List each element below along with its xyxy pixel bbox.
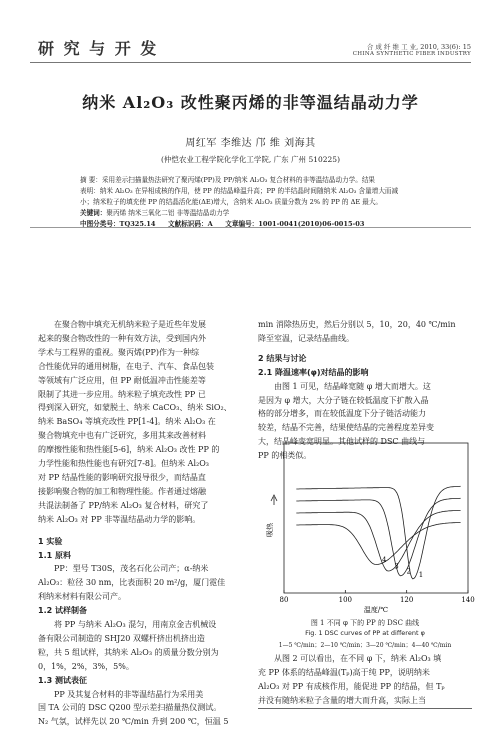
journal-citation: 合 成 纤 维 工 业, 2010, 33(6): 15 — [366, 43, 471, 51]
keywords-label: 关键词： — [80, 209, 107, 217]
y-axis-label: 吸热 — [266, 523, 274, 537]
x-axis-ticks — [280, 590, 475, 604]
body-line: 得到深入研究，如蒙脱土、纳米 CaCO₃、纳米 SiO₂、 — [38, 403, 232, 413]
body-line: 起来的聚合物改性的一种有效方法，受到国内外 — [38, 333, 206, 343]
classification-line — [80, 219, 425, 230]
curve-label-1: 1 — [418, 570, 424, 579]
abstract — [80, 175, 425, 230]
body-line: 降至室温，记录结晶曲线。 — [258, 333, 354, 343]
dsc-curve-4 — [296, 522, 460, 564]
curve-label-3: 3 — [394, 562, 399, 571]
abstract-rule — [30, 227, 471, 228]
header-rule — [30, 62, 471, 63]
dsc-curve-1 — [296, 486, 460, 579]
subsection-heading: 1.3 测试表征 — [38, 675, 87, 685]
body-line: 由图 1 可见，结晶峰宽随 φ 增大而增大。这 — [274, 381, 431, 391]
body-line: 纳米 Al₂O₃ 对 PP 非等温结晶动力学的影响。 — [38, 514, 201, 524]
authors: 周红军 李维达 邝 维 刘海其 — [185, 138, 316, 149]
plot-frame — [284, 443, 468, 593]
figure-caption-cn: 图 1 不同 φ 下的 PP 的 DSC 曲线 — [310, 619, 420, 627]
body-line: 充 PP 体系的结晶峰温(Tₚ)高于纯 PP，说明纳米 — [258, 667, 430, 677]
body-line: 等领域有广泛应用，但 PP 耐低温冲击性能差等 — [38, 375, 206, 385]
body-line: 接影响聚合物的加工和物理性能。作者通过熔融 — [38, 486, 206, 496]
body-line: 纳米 BaSO₄ 等填充改性 PP[1-4]。纳米 Al₂O₃ 在 — [38, 417, 216, 427]
dsc-curves — [296, 486, 460, 579]
body-line: Al₂O₃：粒径 30 nm，比表面积 20 m²/g，厦门霓佳 — [38, 578, 226, 588]
article-number: 文章编号：1001-0041(2010)06-0015-03 — [225, 220, 365, 228]
body-line: 学术与工程界的重视。聚丙烯(PP)作为一种综 — [38, 347, 200, 357]
curve-label-4: 4 — [382, 555, 387, 564]
abstract-line: 摘 要：采用差示扫描量热法研究了聚丙烯(PP)及 PP/纳米 Al₂O₃ 复合材料的非等温结晶动力学。结果 — [80, 176, 376, 184]
keywords — [80, 208, 425, 219]
body-line: 较差，结晶不完善，结果使结晶的完善程度差异变 — [258, 423, 434, 433]
body-line: N₂ 气氛，试样先以 20 ℃/min 升到 200 ℃，恒温 5 — [38, 717, 229, 727]
body-line: 对 PP 结晶性能的影响研究报导很少，而结晶直 — [38, 472, 206, 482]
curve-label-2: 2 — [406, 567, 411, 576]
body-line: 共混法制备了 PP/纳米 Al₂O₃ 复合材料，研究了 — [38, 500, 209, 510]
body-line: 备有限公司制造的 SHJ20 双螺杆挤出机挤出造 — [38, 633, 205, 643]
body-line: PP 的相类似。 — [258, 451, 312, 461]
figure-legend: 1—5 ℃/min；2—10 ℃/min；3—20 ℃/min；4—40 ℃/min — [278, 642, 452, 649]
body-line: 0，1%，2%，3%，5%。 — [38, 661, 134, 671]
subsection-heading: 1.1 原料 — [38, 550, 71, 560]
affiliation: (仲恺农业工程学院化学化工学院, 广东 广州 510225) — [160, 155, 341, 164]
body-line: min 消除热历史，然后分别以 5，10，20，40 ℃/min — [258, 320, 456, 329]
body-line: 合性能优异的通用树脂，在电子、汽车、食品包装 — [38, 361, 214, 371]
subsection-heading: 1.2 试样制备 — [38, 606, 87, 616]
x-tick-label: 80 — [279, 596, 289, 604]
keywords-text: 聚丙烯 纳米三氧化二铝 非等温结晶动力学 — [106, 209, 230, 217]
abstract-line: 表明：纳米 Al₂O₃ 在异相成核的作用，使 PP 的结晶峰温升高；PP 的半结晶时间随纳米 Al₂O₃ 含量增大而减 — [80, 187, 399, 195]
figure-caption-en: Fig. 1 DSC curves of PP at different φ — [305, 629, 425, 637]
body-line: 的摩擦性能和热性能[5-6]，纳米 Al₂O₃ 改性 PP 的 — [38, 445, 220, 455]
body-line: 格的部分增多，而在较低温度下分子链活动能力 — [258, 409, 426, 419]
subsection-heading: 2.1 降温速率(φ)对结晶的影响 — [258, 367, 369, 377]
body-line: PP 及其复合材料的非等温结晶行为采用美 — [54, 689, 204, 699]
body-line: 并没有随纳米粒子含量的增大而升高，实际上当 — [258, 695, 426, 705]
body-line: 粒，共 5 组试样，其纳米 Al₂O₃ 的质量分数分别为 — [38, 647, 219, 657]
section-heading: 2 结果与讨论 — [258, 353, 307, 363]
footnote-rule — [258, 708, 472, 709]
body-line: 是因为 φ 增大，大分子链在较低温度下扩散入晶 — [258, 395, 429, 405]
body-line: 在聚合物中填充无机纳米粒子是近些年发展 — [54, 320, 206, 329]
body-line: 大，结晶峰变宽明显。其他试样的 DSC 曲线与 — [258, 437, 426, 447]
clc-number: 中图分类号：TQ325.14 — [80, 220, 156, 228]
dsc-figure — [258, 435, 475, 615]
body-line: 将 PP 与纳米 Al₂O₃ 混匀，用南京金吉机械设 — [54, 620, 217, 630]
body-line: 聚合物填充中也有广泛研究，多用其来改善材料 — [38, 431, 206, 441]
document-code: 文献标识码：A — [168, 220, 213, 228]
abstract-line: 小；纳米粒子的填充使 PP 的结晶活化能(ΔE)增大，含纳米 Al₂O₃ 质量分数为 2% 的 PP 的 ΔE 最大。 — [80, 198, 383, 206]
x-tick-label: 100 — [338, 596, 353, 604]
body-line: 国 TA 公司的 DSC Q200 型示差扫描量热仪测试。 — [38, 703, 222, 713]
column-heading: 研 究 与 开 发 — [38, 39, 159, 58]
right-column-continued — [258, 652, 472, 708]
body-line: 限制了其进一步应用。纳米粒子填充改性 PP 已 — [38, 389, 206, 399]
article-title: 纳米 Al₂O₃ 改性聚丙烯的非等温结晶动力学 — [82, 93, 419, 112]
section-heading: 1 实验 — [38, 536, 63, 546]
body-line: 利纳米材料有限公司产。 — [38, 592, 126, 602]
dsc-curve-3 — [296, 510, 460, 571]
x-tick-label: 120 — [399, 596, 414, 604]
body-line: 从图 2 可以看出，在不同 φ 下，纳米 Al₂O₃ 填 — [274, 654, 442, 663]
left-column — [38, 318, 240, 729]
journal-name-en: CHINA SYNTHETIC FIBER INDUSTRY — [352, 51, 471, 57]
body-line: Al₂O₃ 对 PP 有成核作用，能促进 PP 的结晶，但 Tₚ — [258, 681, 445, 691]
x-axis-label: 温度/℃ — [363, 606, 389, 614]
body-line: 力学性能和热性能也有研究[7-8]。但纳米 Al₂O₃ — [38, 459, 209, 469]
body-line: PP：型号 T30S，茂名石化公司产；α-纳米 — [54, 564, 209, 574]
x-tick-label: 140 — [461, 596, 475, 604]
